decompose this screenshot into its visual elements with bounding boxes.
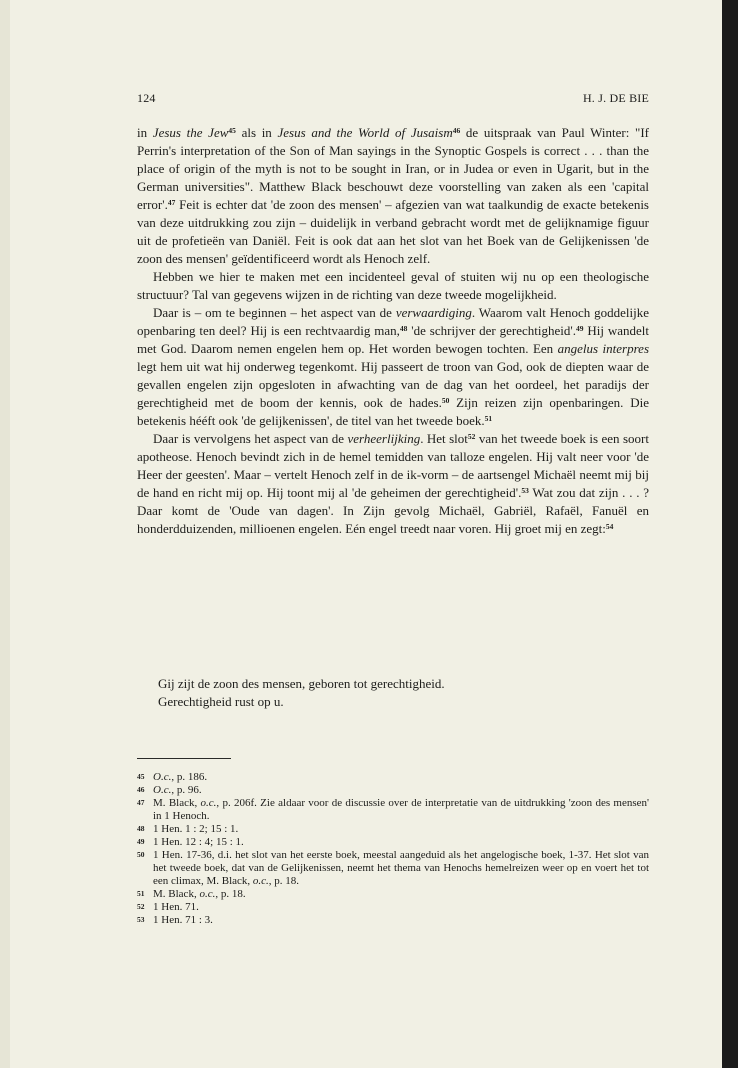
footnote-47 bbox=[137, 797, 649, 823]
text-run: van het tweede boek is een soort apotheose. Henoch bevindt zich in de hemel temidden van talloze engelen. Hij valt neer voor 'de Heer der geesten'. Maar – vertelt Henoch zelf in de ik-vorm – de aartsengel Michaël neemt mij bij de hand en richt mij op. Hij toont mij al 'de geheimen der gerechtigheid'. bbox=[137, 431, 649, 500]
footnote-48 bbox=[137, 823, 649, 836]
footnote-text: 1 Hen. 71 : 3. bbox=[153, 914, 213, 926]
text-run: als in bbox=[235, 125, 278, 140]
footnote-ref: 52 bbox=[467, 432, 476, 441]
emphasis-italic: angelus interpres bbox=[557, 341, 649, 356]
page-number: 124 bbox=[137, 91, 156, 105]
paragraph-1 bbox=[137, 124, 649, 268]
footnote-text: 1 Hen. 12 : 4; 15 : 1. bbox=[153, 836, 244, 848]
text-run: Hij wandelt met God. Daarom nemen engelen hem op. Het worden bewogen tochten. Een bbox=[137, 323, 650, 356]
footnote-ref: 46 bbox=[452, 126, 461, 135]
book-title-italic: Jesus and the World of Jusaism bbox=[277, 125, 453, 140]
footnote-number: 49 bbox=[137, 837, 145, 846]
footnote-ref: 51 bbox=[484, 414, 493, 423]
footnote-text: , p. 18. bbox=[215, 888, 246, 900]
quote-line: Gerechtigheid rust op u. bbox=[158, 694, 284, 709]
footnote-text: 1 Hen. 1 : 2; 15 : 1. bbox=[153, 823, 239, 835]
footnote-ref: 54 bbox=[605, 522, 614, 531]
footnote-number: 51 bbox=[137, 889, 145, 898]
paragraph-4 bbox=[137, 430, 649, 538]
text-run: . Waarom valt Henoch goddelijke openbaring ten deel? Hij is een rechtvaardig man, bbox=[137, 305, 649, 338]
block-quote bbox=[158, 675, 638, 711]
footnote-50 bbox=[137, 849, 649, 888]
footnote-number: 48 bbox=[137, 824, 145, 833]
text-run: de uitspraak van Paul Winter: "If Perrin's interpretation of the Son of Man sayings in the Synoptic Gospels is correct . . . than the place of origin of the myth is not to be sought in Iran, or in Judea or even in Ugarit, but in the German universities". Matthew Black beschouwt deze voorstelling van zaken als een 'capital error'. bbox=[137, 125, 649, 212]
footnote-ref: 48 bbox=[399, 324, 408, 333]
text-run: Feit is echter dat 'de zoon des mensen' – afgezien van wat taalkundig de exacte betekenis van deze uitdrukking zou zijn – duidelijk in verband gebracht wordt met de gelijknamige figuur uit de profetieën van Daniël. Feit is ook dat aan het slot van het Boek van de Gelijkenissen 'de zoon des mensen' geïdentificeerd wordt als Henoch zelf. bbox=[137, 197, 649, 266]
footnote-text: , p. 206f. Zie aldaar voor de discussie over de interpretatie van de uitdrukking 'zoon des mensen' in 1 Henoch. bbox=[153, 797, 649, 822]
footnote-text: M. Black, bbox=[153, 888, 200, 900]
footnote-49 bbox=[137, 836, 649, 849]
footnote-ref: 49 bbox=[575, 324, 584, 333]
text-run: 'de schrijver der gerechtigheid'. bbox=[407, 323, 576, 338]
footnote-52 bbox=[137, 901, 649, 914]
footnote-45 bbox=[137, 771, 649, 784]
footnote-divider bbox=[137, 758, 231, 759]
text-run: in bbox=[137, 125, 153, 140]
quote-line: Gij zijt de zoon des mensen, geboren tot gerechtigheid. bbox=[158, 676, 445, 691]
text-run: Zijn reizen zijn openbaringen. Die betekenis hééft ook 'de gelijkenissen', de titel van het tweede boek. bbox=[137, 395, 649, 428]
scan-right-edge bbox=[722, 0, 738, 1068]
text-run: . Het slot bbox=[420, 431, 468, 446]
footnote-text-italic: o.c. bbox=[200, 797, 217, 809]
footnote-text: 1 Hen. 71. bbox=[153, 901, 199, 913]
footnote-53 bbox=[137, 914, 649, 927]
footnote-number: 45 bbox=[137, 772, 145, 781]
footnote-number: 47 bbox=[137, 798, 145, 807]
body-text bbox=[137, 124, 649, 538]
footnote-ref: 45 bbox=[228, 126, 236, 135]
footnotes bbox=[137, 771, 649, 927]
footnote-ref: 50 bbox=[441, 396, 450, 405]
footnote-text: , p. 96. bbox=[171, 784, 202, 796]
footnote-text: M. Black, bbox=[153, 797, 201, 809]
scan-left-margin bbox=[0, 0, 10, 1068]
footnote-number: 53 bbox=[137, 915, 145, 924]
footnote-46 bbox=[137, 784, 649, 797]
book-title-italic: Jesus the Jew bbox=[152, 125, 229, 140]
text-run: Daar is – om te beginnen – het aspect van de bbox=[153, 305, 396, 320]
paragraph-2: Hebben we hier te maken met een incidenteel geval of stuiten wij nu op een theologische structuur? Tal van gegevens wijzen in de richting van deze tweede mogelijkheid. bbox=[137, 269, 649, 302]
footnote-number: 46 bbox=[137, 785, 145, 794]
footnote-ref: 47 bbox=[167, 198, 176, 207]
footnote-ref: 53 bbox=[521, 486, 529, 495]
running-head-author: H. J. DE BIE bbox=[582, 91, 649, 105]
footnote-text: , p. 186. bbox=[171, 771, 208, 783]
emphasis-italic: verwaardiging bbox=[395, 305, 472, 320]
running-header bbox=[137, 91, 649, 107]
footnote-text: , p. 18. bbox=[268, 875, 300, 887]
footnote-text: 1 Hen. 17-36, d.i. het slot van het eerste boek, meestal aangeduid als het angelogische boek, 1-37. Het slot van het tweede boek, dat van de Gelijkenissen, neemt het thema van Henochs hemelreizen weer op en voert het tot een climax, M. Black, bbox=[153, 849, 649, 887]
text-run: Wat zou dat zijn . . . ? Daar komt de 'Oude van dagen'. In Zijn gevolg Michaël, Gabriël, Rafaël, Fanuël en honderdduizenden, millioenen engelen. Eén engel treedt naar voren. Hij groet mij en zegt: bbox=[137, 485, 650, 536]
text-run: Daar is vervolgens het aspect van de bbox=[153, 431, 348, 446]
footnote-text-italic: O.c. bbox=[153, 784, 172, 796]
footnote-text-italic: O.c. bbox=[153, 771, 172, 783]
text-run: legt hem uit wat hij onderweg tegenkomt. Hij passeert de troon van God, ook de diepten waar de gevallen engelen zijn opgesloten in afwachting van de dag van het oordeel, het paradijs der gerechtigheid met de boom der kennis, ook de hades. bbox=[137, 359, 649, 410]
footnote-number: 50 bbox=[137, 850, 145, 859]
footnote-number: 52 bbox=[137, 902, 145, 911]
paragraph-3 bbox=[137, 304, 649, 430]
footnote-51 bbox=[137, 888, 649, 901]
emphasis-italic: verheerlijking bbox=[347, 431, 421, 446]
footnote-text-italic: o.c. bbox=[199, 888, 216, 900]
footnote-text-italic: o.c. bbox=[252, 875, 269, 887]
